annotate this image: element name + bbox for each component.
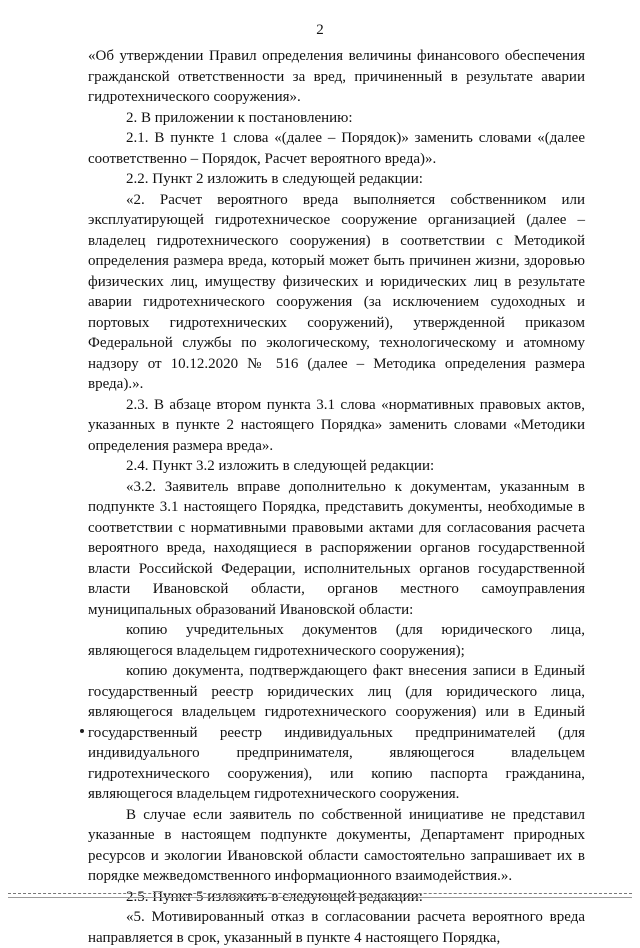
scan-edge-line <box>8 893 632 894</box>
paragraph-2: 2. В приложении к постановлению: <box>126 109 353 126</box>
scan-edge-line-lower <box>8 897 632 898</box>
paragraph-new-item-2: «2. Расчет вероятного вреда выполняется собственником или эксплуатирующей гидротехническое сооружение организацией (далее – владелец гидротехнического сооружения) в соответствии с Методикой определения размера вреда, который может быть причинен жизни, здоровью физических лиц, имуществу физических и юридических лиц в результате аварии гидротехнического сооружения (за исключением судоходных и портовых гидротехнических сооружений), утвержденной приказом Федеральной службы по экологическому, технологическому и атомному надзору от 10.12.2020 № 516 (далее – Методика определения размера вреда).». <box>88 191 585 392</box>
document-body <box>88 46 585 948</box>
paragraph-constituent-docs: копию учредительных документов (для юридического лица, являющегося владельцем гидротехнического сооружения); <box>88 622 585 659</box>
paragraph-new-item-5: «5. Мотивированный отказ в согласовании расчета вероятного вреда направляется в срок, указанный в пункте 4 настоящего Порядка, <box>88 909 585 946</box>
paragraph-2-1: 2.1. В пункте 1 слова «(далее – Порядок)» заменить словами «(далее соответственно – Порядок, Расчет вероятного вреда)». <box>88 130 585 167</box>
paragraph-interagency-request: В случае если заявитель по собственной инициативе не представил указанные в настоящем подпункте документы, Департамент природных ресурсов и экологии Ивановской области самостоятельно запрашивает их в порядке межведомственного информационного взаимодействия.». <box>88 806 585 884</box>
paragraph-2-4: 2.4. Пункт 3.2 изложить в следующей редакции: <box>126 458 435 474</box>
paragraph-new-item-3-2: «3.2. Заявитель вправе дополнительно к документам, указанным в подпункте 3.1 настоящего Порядка, представить документы, необходимые в соответствии с нормативными правовыми актами для согласования расчета вероятного вреда, находящиеся в распоряжении органов государственной власти Российской Федерации, исполнительных органов государственной власти Ивановской области, органов местного самоуправления муниципальных образований Ивановской области: <box>88 478 585 618</box>
paragraph-2-5: 2.5. Пункт 5 изложить в следующей редакции: <box>126 888 423 905</box>
paragraph-2-3: 2.3. В абзаце втором пункта 3.1 слова «нормативных правовых актов, указанных в пункте 2 настоящего Порядка» заменить словами «Методики определения размера вреда». <box>88 396 585 454</box>
paragraph-resolution-title: «Об утверждении Правил определения величины финансового обеспечения гражданской ответственности за вред, причиненный в результате аварии гидротехнического сооружения». <box>88 48 585 105</box>
page-number: 2 <box>316 22 324 38</box>
paragraph-registry-copy: копию документа, подтверждающего факт внесения записи в Единый государственный реестр юридических лиц (для юридического лица, являющегося владельцем гидротехнического сооружения) или в Единый государственный реестр индивидуальных предпринимателей (для индивидуального предпринимателя, являющегося владельцем гидротехнического сооружения), или копию паспорта гражданина, являющегося владельцем гидротехнического сооружения. <box>88 663 585 802</box>
paragraph-2-2: 2.2. Пункт 2 изложить в следующей редакции: <box>126 171 423 187</box>
scan-mark <box>80 729 84 733</box>
